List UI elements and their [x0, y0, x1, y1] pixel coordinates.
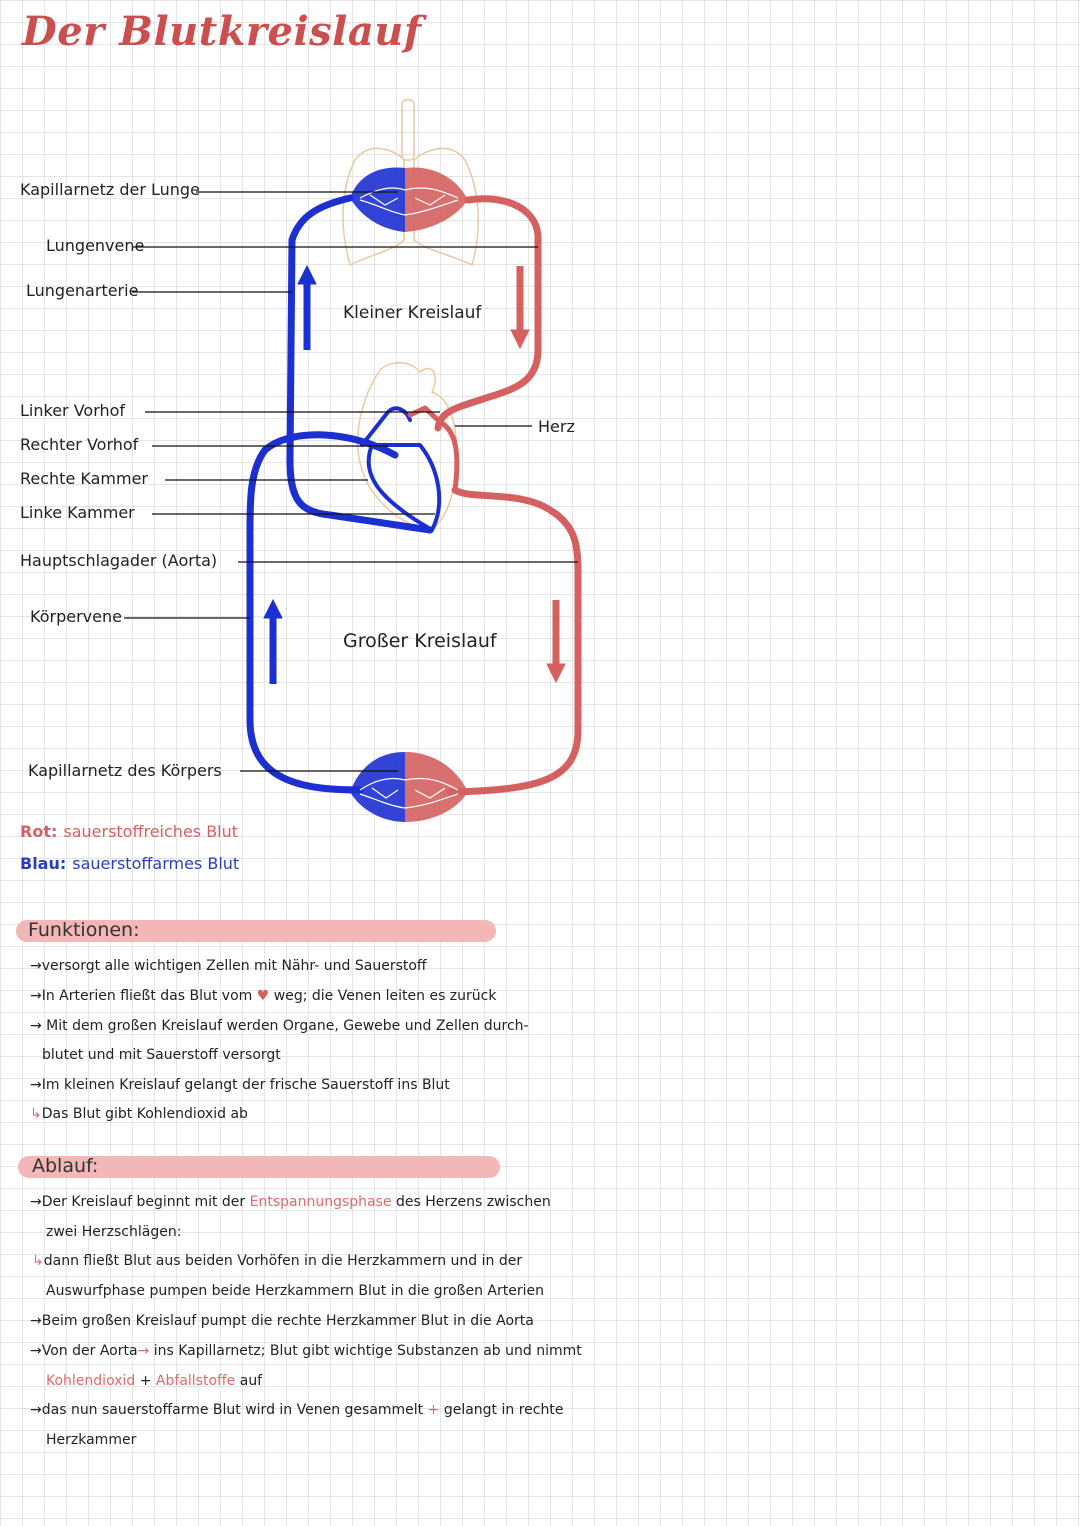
heart-icon: ♥	[256, 988, 270, 1004]
ablauf-line-6	[30, 1343, 582, 1359]
label-aorta: Hauptschlagader (Aorta)	[20, 551, 218, 570]
legend-blue-key: Blau:	[20, 854, 67, 873]
label-herz: Herz	[538, 417, 575, 436]
ablauf-line-1	[30, 1194, 551, 1210]
lung-capillary-net	[350, 167, 468, 232]
label-lungenvene: Lungenvene	[46, 236, 145, 255]
ablauf-line-3-text: dann fließt Blut aus beiden Vorhöfen in die Herzkammern und in der	[43, 1253, 523, 1269]
ablauf-line-7-red-2: Abfallstoffe	[155, 1373, 236, 1389]
ablauf-line-8-plus: +	[427, 1402, 440, 1418]
label-rechte-kammer: Rechte Kammer	[20, 469, 148, 488]
ablauf-line-8	[30, 1402, 563, 1418]
ablauf-line-7b: auf	[239, 1373, 263, 1389]
label-grosser-kreislauf: Großer Kreislauf	[343, 630, 497, 652]
arrow-down-big-circuit	[547, 600, 565, 682]
label-kapillarnetz-lunge: Kapillarnetz der Lunge	[20, 180, 200, 199]
legend-red-key: Rot:	[20, 822, 58, 841]
funktionen-line-5: →Im kleinen Kreislauf gelangt der frische Sauerstoff ins Blut	[30, 1077, 450, 1093]
body-capillary-net	[350, 752, 468, 822]
label-koerpervene: Körpervene	[30, 607, 122, 626]
label-lungenarterie: Lungenarterie	[26, 281, 139, 300]
return-arrow-icon: ↳	[32, 1253, 44, 1269]
legend-blue	[20, 854, 239, 873]
funktionen-line-3: → Mit dem großen Kreislauf werden Organe, Gewebe und Zellen durch-	[30, 1018, 529, 1034]
label-kapillarnetz-koerper: Kapillarnetz des Körpers	[28, 761, 222, 780]
ablauf-line-1a: →Der Kreislauf beginnt mit der	[30, 1194, 246, 1210]
ablauf-title: Ablauf:	[32, 1155, 99, 1177]
ablauf-line-6b: ins Kapillarnetz; Blut gibt wichtige Substanzen ab und nimmt	[153, 1343, 582, 1359]
ablauf-line-4: Auswurfphase pumpen beide Herzkammern Blut in die großen Arterien	[46, 1283, 544, 1299]
funktionen-line-2b: weg; die Venen leiten es zurück	[273, 988, 497, 1004]
ablauf-line-8b: gelangt in rechte	[443, 1402, 564, 1418]
ablauf-line-5: →Beim großen Kreislauf pumpt die rechte Herzkammer Blut in die Aorta	[30, 1313, 534, 1329]
ablauf-line-7-red-1: Kohlendioxid	[46, 1373, 136, 1389]
ablauf-line-7	[46, 1373, 262, 1389]
legend-blue-value: sauerstoffarmes Blut	[72, 854, 240, 873]
funktionen-title: Funktionen:	[28, 919, 140, 941]
ablauf-line-8a: →das nun sauerstoffarme Blut wird in Venen gesammelt	[30, 1402, 424, 1418]
label-rechter-vorhof: Rechter Vorhof	[20, 435, 139, 454]
funktionen-line-6-text: Das Blut gibt Kohlendioxid ab	[41, 1106, 248, 1122]
arrow-up-small-circuit	[298, 266, 316, 350]
funktionen-line-2	[30, 988, 496, 1004]
return-arrow-icon: ↳	[30, 1106, 42, 1122]
ablauf-line-2: zwei Herzschlägen:	[46, 1224, 182, 1240]
funktionen-line-2a: →In Arterien fließt das Blut vom	[30, 988, 253, 1004]
legend-red-value: sauerstoffreiches Blut	[63, 822, 239, 841]
leader-lines	[124, 192, 578, 771]
page-title: Der Blutkreislauf	[22, 8, 422, 55]
label-linker-vorhof: Linker Vorhof	[20, 401, 126, 420]
ablauf-line-1-highlight: Entspannungsphase	[249, 1194, 392, 1210]
legend-red	[20, 822, 238, 841]
label-kleiner-kreislauf: Kleiner Kreislauf	[343, 303, 482, 323]
red-vessels	[410, 199, 578, 792]
ablauf-line-3	[32, 1253, 522, 1269]
right-chamber-blue	[369, 445, 440, 530]
ablauf-line-7-plus: +	[139, 1373, 152, 1389]
arrow-down-small-circuit	[511, 266, 529, 348]
arrow-up-big-circuit	[264, 600, 282, 684]
arrow-right-icon: →	[137, 1343, 150, 1359]
funktionen-line-1: →versorgt alle wichtigen Zellen mit Nähr- und Sauerstoff	[30, 958, 427, 974]
funktionen-line-4: blutet und mit Sauerstoff versorgt	[42, 1047, 281, 1063]
ablauf-line-1b: des Herzens zwischen	[395, 1194, 551, 1210]
blue-vessels	[250, 198, 439, 790]
ablauf-line-6a: →Von der Aorta	[30, 1343, 138, 1359]
trachea	[402, 100, 414, 160]
label-linke-kammer: Linke Kammer	[20, 503, 135, 522]
ablauf-line-9: Herzkammer	[46, 1432, 137, 1448]
funktionen-line-6	[30, 1106, 248, 1122]
